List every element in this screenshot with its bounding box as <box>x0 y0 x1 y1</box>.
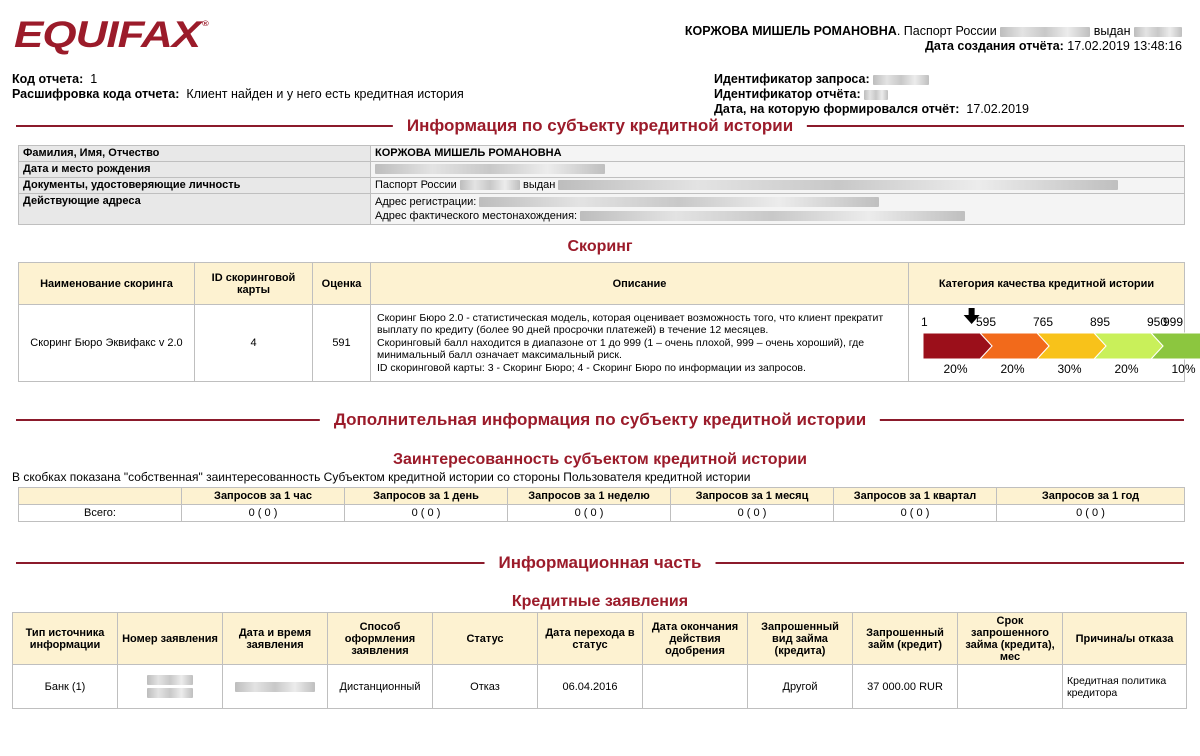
interest-table <box>18 487 1185 522</box>
docs-label: Документы, удостоверяющие личность <box>19 178 371 194</box>
scoring-col-desc: Описание <box>371 263 909 305</box>
scoring-desc-line: Скоринг Бюро 2.0 - статистическая модель, которая оценивает возможность того, что клиент прекратит выплату по кредиту (более 90 дней просрочки платежей) в течение 12 месяцев. <box>377 311 884 337</box>
score-segment-percent: 10% <box>1171 362 1196 376</box>
report-created-value: 17.02.2019 13:48:16 <box>1067 39 1182 53</box>
app-status: Отказ <box>433 665 538 709</box>
section-info-part-title: Информационная часть <box>485 553 716 573</box>
redacted-app-number <box>147 688 193 698</box>
redacted-birth <box>375 164 605 174</box>
redacted-doc-issuer <box>558 180 1118 190</box>
score-scale-label: 999 <box>1162 315 1184 329</box>
interest-row-label: Всего: <box>19 505 182 522</box>
section-subject-info <box>16 116 1184 136</box>
scoring-table <box>18 262 1196 382</box>
scoring-desc-line: Скоринговый балл находится в диапазоне от 1 до 999 (1 – очень плохой, 999 – очень хороший), где минимальный балл означает максимальный риск. <box>377 336 865 362</box>
report-header-info <box>685 24 1182 54</box>
scoring-col-name: Наименование скоринга <box>19 263 195 305</box>
table-row <box>19 505 1185 522</box>
scoring-header-row <box>19 263 1185 305</box>
app-col: Срок запрошенного займа (кредита), мес <box>958 613 1063 665</box>
interest-header-row <box>19 488 1185 505</box>
report-code-decode-value: Клиент найден и у него есть кредитная история <box>186 87 464 101</box>
table-row <box>13 665 1187 709</box>
equifax-logo <box>14 14 206 57</box>
report-code-decode-label: Расшифровка кода отчета: <box>12 87 180 101</box>
addr-label: Действующие адреса <box>19 194 371 225</box>
interest-value: 0 ( 0 ) <box>671 505 834 522</box>
docs-issued: выдан <box>522 179 556 191</box>
report-identifiers-block <box>714 72 1029 117</box>
table-row <box>19 162 1185 178</box>
interest-title: Заинтересованность субъектом кредитной истории <box>392 451 808 468</box>
table-row <box>19 146 1185 162</box>
interest-col: Запросов за 1 месяц <box>671 488 834 505</box>
interest-value: 0 ( 0 ) <box>834 505 997 522</box>
app-col: Способ оформления заявления <box>328 613 433 665</box>
score-segment <box>923 333 992 359</box>
score-segment-percent: 20% <box>943 362 968 376</box>
interest-value: 0 ( 0 ) <box>345 505 508 522</box>
fio-label: Фамилия, Имя, Отчество <box>19 146 371 162</box>
interest-value: 0 ( 0 ) <box>997 505 1185 522</box>
scoring-col-id: ID скоринговой карты <box>195 263 313 305</box>
report-code-block <box>12 72 464 102</box>
app-col: Дата перехода в статус <box>538 613 643 665</box>
app-col: Запрошенный вид займа (кредита) <box>748 613 853 665</box>
addr-fact-label: Адрес фактического местонахождения: <box>375 210 578 222</box>
score-segment-percent: 30% <box>1057 362 1082 376</box>
app-approval-end <box>643 665 748 709</box>
report-code-value: 1 <box>90 72 98 86</box>
app-reason: Кредитная политика кредитора <box>1063 665 1187 709</box>
section-info-part <box>16 553 1184 573</box>
app-col: Запрошенный займ (кредит) <box>853 613 958 665</box>
interest-col: Запросов за 1 неделю <box>508 488 671 505</box>
app-col: Причина/ы отказа <box>1063 613 1187 665</box>
logo-registered-mark: ® <box>202 19 208 28</box>
score-segment-percent: 20% <box>1114 362 1139 376</box>
applications-table <box>12 612 1187 709</box>
scoring-data-row <box>19 305 1185 382</box>
interest-col: Запросов за 1 час <box>182 488 345 505</box>
applications-title: Кредитные заявления <box>511 593 689 610</box>
report-created-label: Дата создания отчёта: <box>924 39 1064 53</box>
app-loan-type: Другой <box>748 665 853 709</box>
report-code-label: Код отчета: <box>12 72 84 86</box>
section-additional-title: Дополнительная информация по субъекту кредитной истории <box>320 410 880 430</box>
score-scale-label: 765 <box>1032 315 1054 329</box>
scoring-name: Скоринг Бюро Эквифакс v 2.0 <box>19 305 195 382</box>
interest-col: Запросов за 1 квартал <box>834 488 997 505</box>
score-scale-label: 895 <box>1089 315 1111 329</box>
interest-corner <box>19 488 182 505</box>
header-passport-label: . Паспорт России <box>896 24 997 38</box>
header-issued-label: выдан <box>1093 24 1131 38</box>
interest-value: 0 ( 0 ) <box>508 505 671 522</box>
scoring-col-category: Категория качества кредитной истории <box>909 263 1185 305</box>
table-row <box>19 194 1185 225</box>
redacted-passport-number <box>1000 27 1090 37</box>
app-number <box>118 665 223 709</box>
score-scale <box>909 305 1196 381</box>
scoring-title: Скоринг <box>567 238 633 255</box>
docs-value <box>371 178 1185 194</box>
fio-value: КОРЖОВА МИШЕЛЬ РОМАНОВНА <box>371 146 1185 162</box>
app-col: Номер заявления <box>118 613 223 665</box>
app-term <box>958 665 1063 709</box>
section-subject-info-title: Информация по субъекту кредитной истории <box>393 116 807 136</box>
app-col: Дата окончания действия одобрения <box>643 613 748 665</box>
logo-text: EQUIFAX <box>14 14 201 56</box>
scoring-score: 591 <box>313 305 371 382</box>
subject-info-table <box>18 145 1185 225</box>
interest-note: В скобках показана "собственная" заинтересованность Субъектом кредитной истории со стороны Пользователя кредитной истории <box>12 470 751 484</box>
app-amount: 37 000.00 RUR <box>853 665 958 709</box>
birth-label: Дата и место рождения <box>19 162 371 178</box>
scoring-desc-line: ID скоринговой карты: 3 - Скоринг Бюро; 4 - Скоринг Бюро по информации из запросов. <box>377 361 806 374</box>
table-row <box>19 178 1185 194</box>
request-id-label: Идентификатор запроса: <box>714 72 870 86</box>
scoring-description <box>371 305 909 382</box>
scoring-id: 4 <box>195 305 313 382</box>
interest-col: Запросов за 1 год <box>997 488 1185 505</box>
header-subject-name: КОРЖОВА МИШЕЛЬ РОМАНОВНА <box>684 24 897 38</box>
redacted-app-number <box>147 675 193 685</box>
app-col: Дата и время заявления <box>223 613 328 665</box>
redacted-addr-fact <box>580 211 965 221</box>
redacted-doc-number <box>460 180 520 190</box>
app-datetime <box>223 665 328 709</box>
birth-value <box>371 162 1185 178</box>
applications-header-row <box>13 613 1187 665</box>
interest-col: Запросов за 1 день <box>345 488 508 505</box>
redacted-request-id <box>873 75 929 85</box>
app-status-date: 06.04.2016 <box>538 665 643 709</box>
score-category-cell <box>909 305 1196 382</box>
report-date-label: Дата, на которую формировался отчёт: <box>714 102 960 116</box>
app-method: Дистанционный <box>328 665 433 709</box>
score-segment-percent: 20% <box>1000 362 1025 376</box>
score-scale-label: 950 <box>1146 315 1168 329</box>
app-col: Тип источника информации <box>13 613 118 665</box>
addr-reg-label: Адрес регистрации: <box>375 196 477 208</box>
score-scale-label: 1 <box>921 315 928 329</box>
redacted-issuer <box>1134 27 1182 37</box>
redacted-app-datetime <box>235 682 315 692</box>
interest-value: 0 ( 0 ) <box>182 505 345 522</box>
docs-type: Паспорт России <box>375 179 457 191</box>
app-col: Статус <box>433 613 538 665</box>
report-date-value: 17.02.2019 <box>966 102 1029 116</box>
scoring-col-score: Оценка <box>313 263 371 305</box>
report-id-label: Идентификатор отчёта: <box>714 87 861 101</box>
redacted-addr-reg <box>479 197 879 207</box>
score-scale-graphic <box>909 305 1196 381</box>
score-scale-label: 595 <box>975 315 997 329</box>
app-source: Банк (1) <box>13 665 118 709</box>
addr-value <box>371 194 1185 225</box>
redacted-report-id <box>864 90 888 100</box>
section-additional <box>16 410 1184 430</box>
